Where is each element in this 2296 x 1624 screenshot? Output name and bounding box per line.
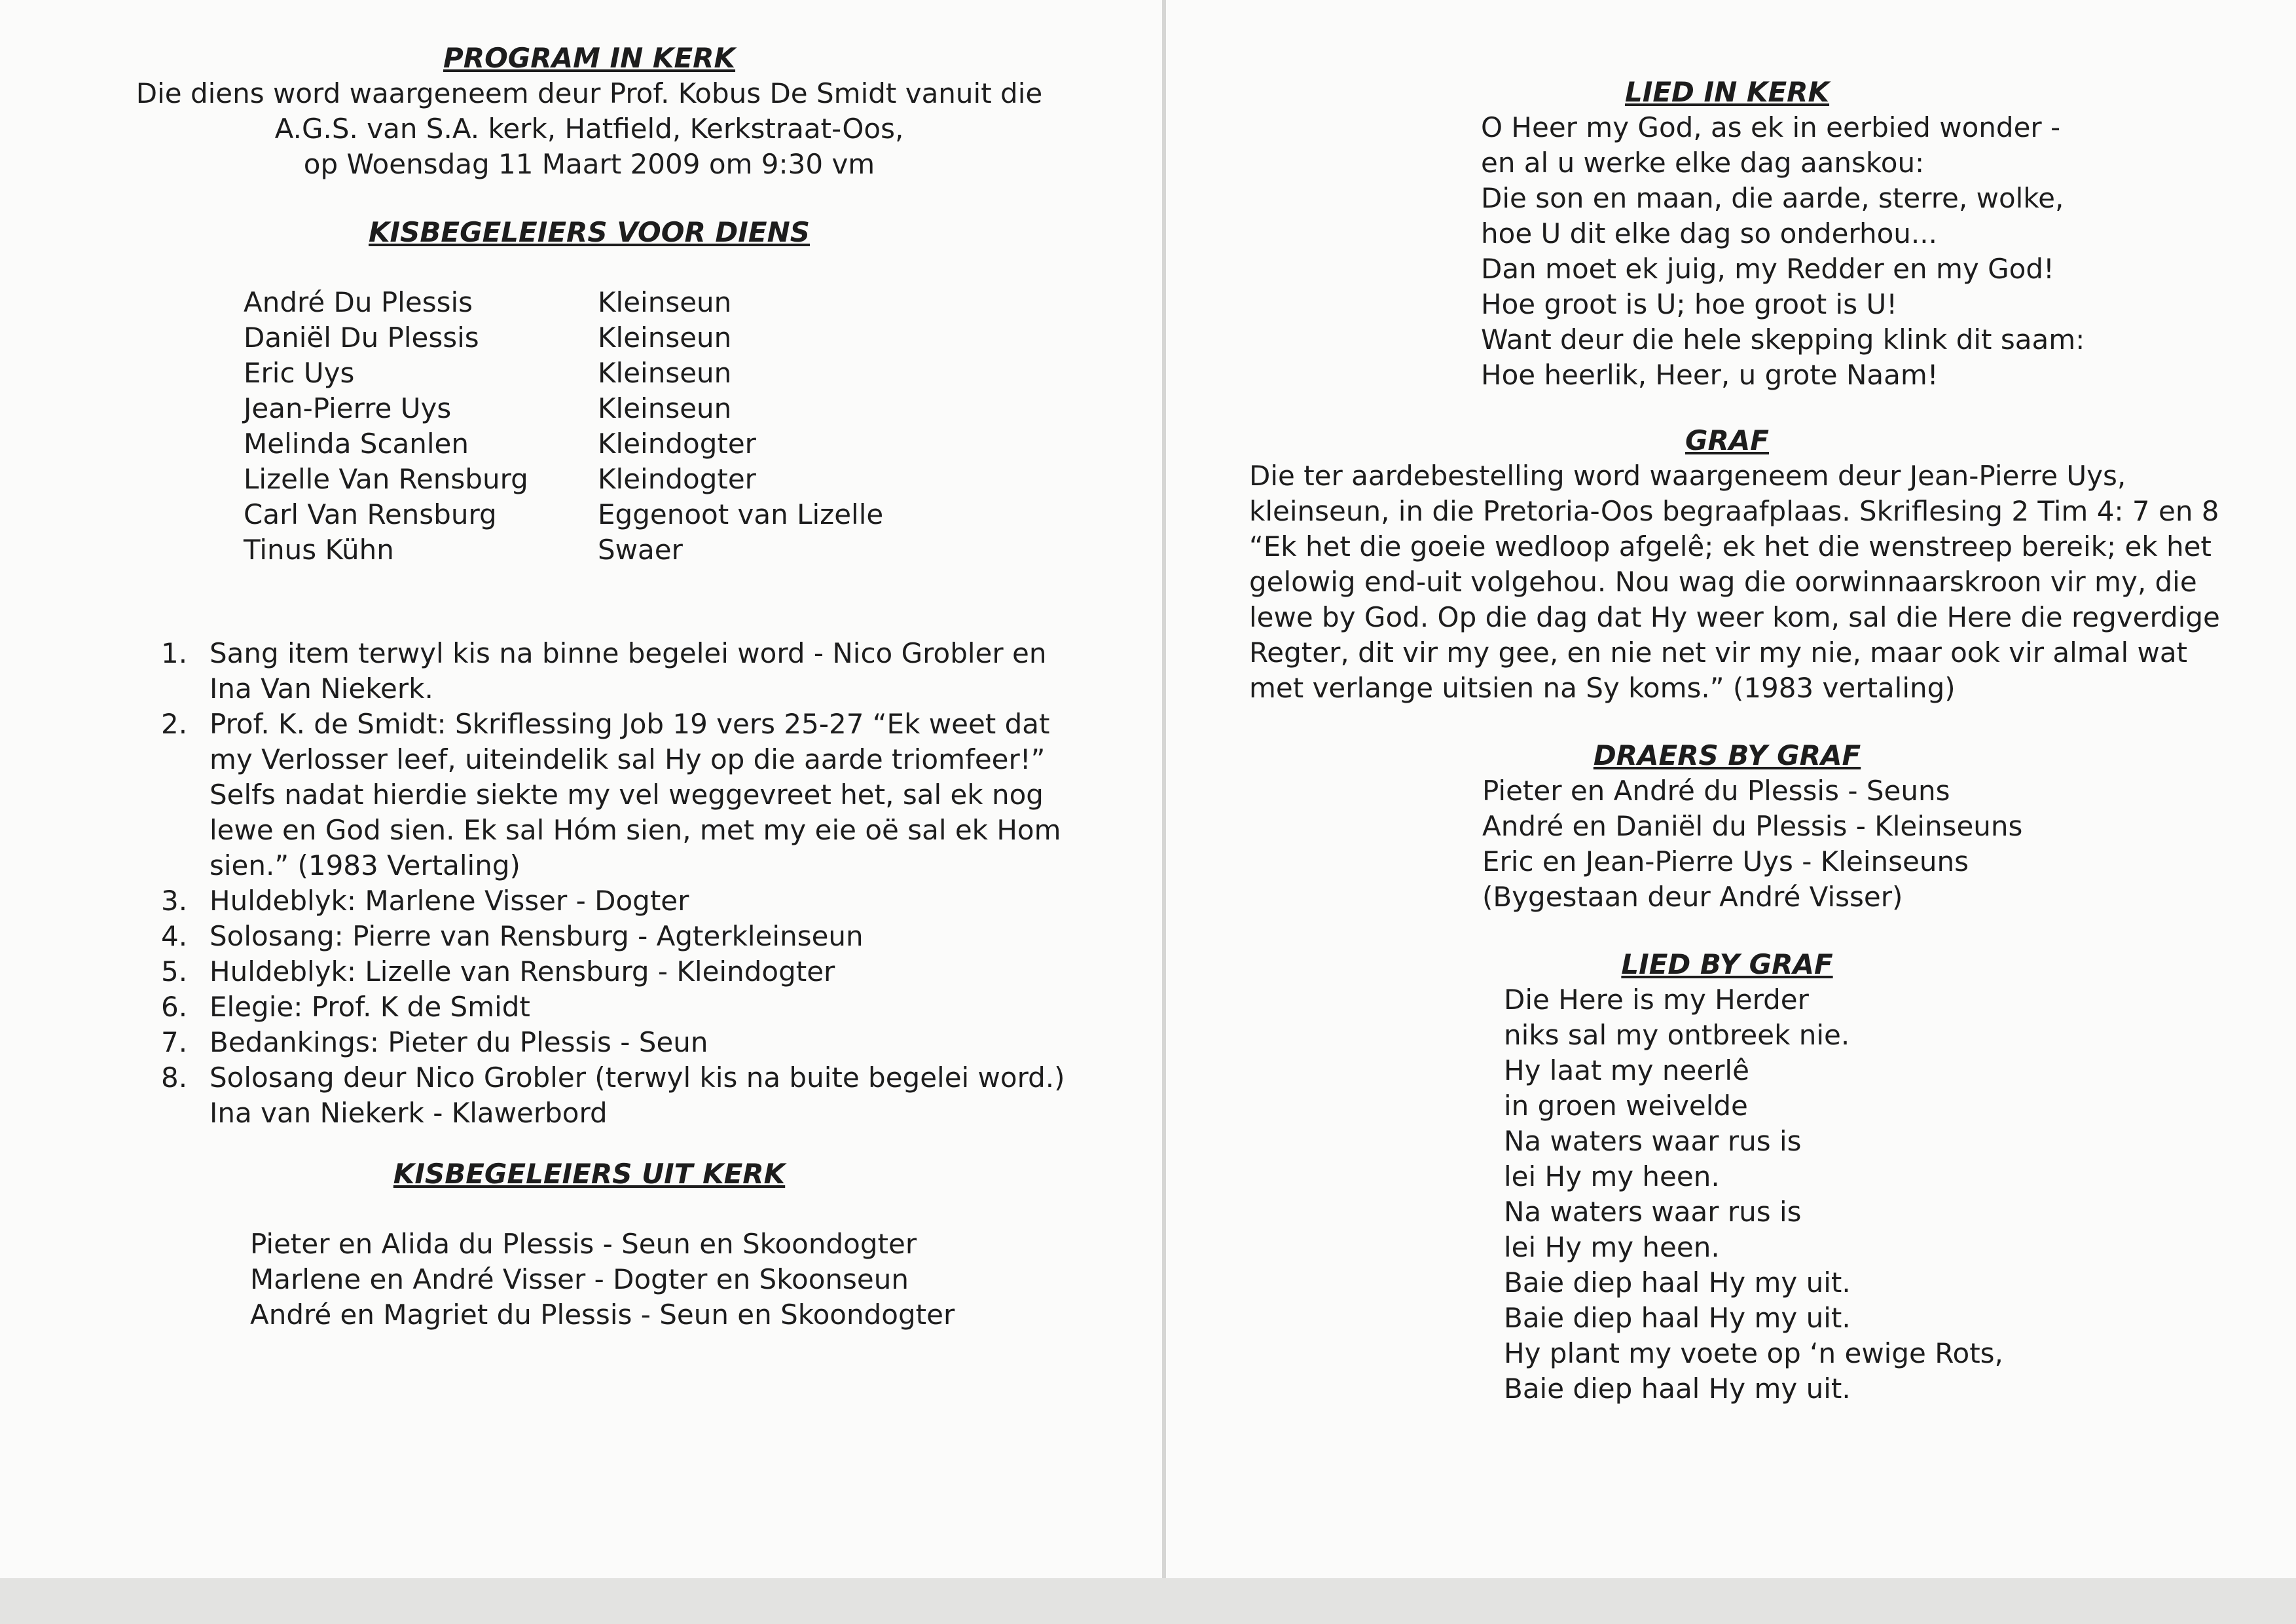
song-grave-line: Hy laat my neerlê [1504, 1054, 1749, 1086]
order-text: Ina Van Niekerk. [210, 673, 433, 705]
order-number: 4. [161, 920, 188, 952]
song-grave-line: Baie diep haal Hy my uit. [1504, 1302, 1851, 1334]
bearers-grave-line: Pieter en André du Plessis - Seuns [1482, 775, 1950, 807]
grave-line: kleinseun, in die Pretoria-Oos begraafplaas. Skriflesing 2 Tim 4: 7 en 8 [1249, 495, 2219, 527]
program-heading: PROGRAM IN KERK [443, 42, 736, 74]
order-text: Huldeblyk: Lizelle van Rensburg - Kleindogter [210, 955, 835, 987]
order-number: 7. [161, 1026, 188, 1058]
grave-line: lewe by God. Op die dag dat Hy weer kom, sal die Here die regverdige [1249, 601, 2220, 633]
order-text: Solosang: Pierre van Rensburg - Agterkleinseun [210, 920, 864, 952]
pallbearer-name: Jean-Pierre Uys [244, 392, 452, 424]
order-text: my Verlosser leef, uiteindelik sal Hy op die aarde triomfeer!” [210, 743, 1046, 775]
grave-line: met verlange uitsien na Sy koms.” (1983 vertaling) [1249, 672, 1956, 704]
song-church-line: Hoe groot is U; hoe groot is U! [1481, 288, 1898, 320]
pallbearer-name: Eric Uys [244, 357, 355, 389]
order-text: sien.” (1983 Vertaling) [210, 849, 520, 881]
song-grave-line: Baie diep haal Hy my uit. [1504, 1373, 1851, 1405]
song-grave-line: Hy plant my voete op ‘n ewige Rots, [1504, 1337, 2003, 1369]
order-text: Prof. K. de Smidt: Skriflessing Job 19 vers 25-27 “Ek weet dat [210, 708, 1050, 740]
grave-line: “Ek het die goeie wedloop afgelê; ek het die wenstreep bereik; ek het [1249, 530, 2212, 563]
pallbearers-after-line: Pieter en Alida du Plessis - Seun en Skoondogter [250, 1228, 917, 1260]
song-church-line: hoe U dit elke dag so onderhou... [1481, 217, 1937, 249]
order-number: 5. [161, 955, 188, 987]
song-church-line: Hoe heerlik, Heer, u grote Naam! [1481, 359, 1939, 391]
grave-line: Regter, dit vir my gee, en nie net vir my nie, maar ook vir almal wat [1249, 637, 2188, 669]
pallbearer-name: Tinus Kühn [244, 534, 394, 566]
pallbearer-name: Melinda Scanlen [244, 428, 469, 460]
song-grave-line: niks sal my ontbreek nie. [1504, 1019, 1850, 1051]
grave-heading: GRAF [1685, 424, 1769, 456]
order-number: 1. [161, 637, 188, 669]
order-number: 8. [161, 1061, 188, 1094]
pallbearers-before-heading: KISBEGELEIERS VOOR DIENS [369, 216, 810, 248]
pallbearers-after-heading: KISBEGELEIERS UIT KERK [393, 1158, 786, 1190]
pallbearer-relation: Kleinseun [598, 286, 732, 318]
song-church-line: Die son en maan, die aarde, sterre, wolke, [1481, 182, 2064, 214]
pallbearer-relation: Kleinseun [598, 357, 732, 389]
song-grave-line: Na waters waar rus is [1504, 1125, 1802, 1157]
bearers-grave-line: André en Daniël du Plessis - Kleinseuns [1482, 810, 2023, 842]
order-number: 2. [161, 708, 188, 740]
pallbearer-relation: Eggenoot van Lizelle [598, 498, 884, 530]
song-grave-line: Baie diep haal Hy my uit. [1504, 1266, 1851, 1299]
pallbearer-relation: Swaer [598, 534, 683, 566]
order-text: Huldeblyk: Marlene Visser - Dogter [210, 885, 689, 917]
song-grave-line: Die Here is my Herder [1504, 984, 1809, 1016]
song-grave-line: Na waters waar rus is [1504, 1196, 1802, 1228]
song-grave-line: lei Hy my heen. [1504, 1160, 1720, 1192]
program-line: A.G.S. van S.A. kerk, Hatfield, Kerkstraat-Oos, [274, 113, 904, 145]
order-text: Bedankings: Pieter du Plessis - Seun [210, 1026, 708, 1058]
order-text: Sang item terwyl kis na binne begelei word - Nico Grobler en [210, 637, 1047, 669]
song-church-line: en al u werke elke dag aanskou: [1481, 147, 1925, 179]
bearers-grave-line: (Bygestaan deur André Visser) [1482, 881, 1903, 913]
pallbearer-relation: Kleindogter [598, 463, 756, 495]
pallbearers-after-line: Marlene en André Visser - Dogter en Skoonseun [250, 1263, 909, 1295]
order-text: Selfs nadat hierdie siekte my vel weggevreet het, sal ek nog [210, 779, 1044, 811]
order-text: Ina van Niekerk - Klawerbord [210, 1097, 608, 1129]
bearers-grave-heading: DRAERS BY GRAF [1593, 739, 1861, 771]
order-text: lewe en God sien. Ek sal Hóm sien, met my eie oë sal ek Hom [210, 814, 1061, 846]
pallbearers-after-line: André en Magriet du Plessis - Seun en Skoondogter [250, 1299, 955, 1331]
order-number: 6. [161, 991, 188, 1023]
pallbearer-name: Lizelle Van Rensburg [244, 463, 528, 495]
program-line: op Woensdag 11 Maart 2009 om 9:30 vm [303, 148, 875, 180]
pallbearer-relation: Kleinseun [598, 392, 732, 424]
pallbearer-name: André Du Plessis [244, 286, 473, 318]
grave-line: Die ter aardebestelling word waargeneem deur Jean-Pierre Uys, [1249, 460, 2126, 492]
pallbearer-relation: Kleinseun [598, 322, 732, 354]
pallbearer-name: Carl Van Rensburg [244, 498, 497, 530]
program-line: Die diens word waargeneem deur Prof. Kobus De Smidt vanuit die [136, 77, 1043, 109]
grave-line: gelowig end-uit volgehou. Nou wag die oorwinnaarskroon vir my, die [1249, 566, 2197, 598]
song-grave-line: lei Hy my heen. [1504, 1231, 1720, 1263]
song-church-heading: LIED IN KERK [1624, 76, 1830, 108]
order-text: Elegie: Prof. K de Smidt [210, 991, 530, 1023]
scan-background [0, 1578, 2296, 1624]
song-church-line: O Heer my God, as ek in eerbied wonder - [1481, 111, 2061, 143]
song-church-line: Want deur die hele skepping klink dit saam: [1481, 323, 2085, 356]
pallbearer-name: Daniël Du Plessis [244, 322, 479, 354]
song-grave-heading: LIED BY GRAF [1621, 948, 1833, 980]
pallbearer-relation: Kleindogter [598, 428, 756, 460]
order-number: 3. [161, 885, 188, 917]
bearers-grave-line: Eric en Jean-Pierre Uys - Kleinseuns [1482, 845, 1969, 877]
song-grave-line: in groen weivelde [1504, 1090, 1748, 1122]
order-text: Solosang deur Nico Grobler (terwyl kis na buite begelei word.) [210, 1061, 1065, 1094]
song-church-line: Dan moet ek juig, my Redder en my God! [1481, 253, 2054, 285]
